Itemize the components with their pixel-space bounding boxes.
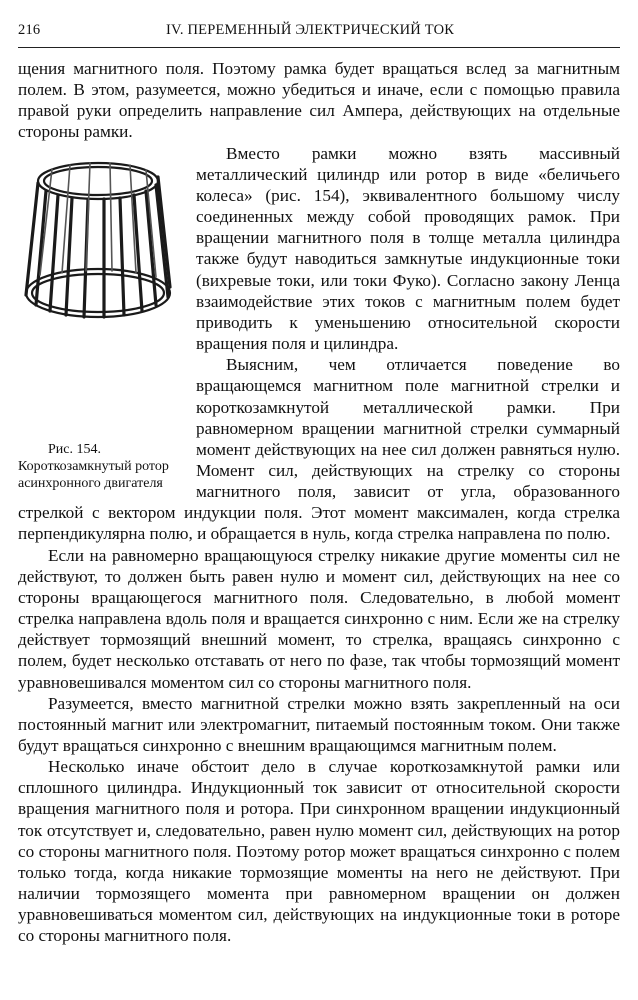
page-number: 216 [18,22,41,38]
paragraph-1: щения магнитного поля. Поэтому рамка будет вращаться вслед за магнитным полем. В этом, разумеется, можно убедиться и иначе, если с помощью правила правой руки определить направление сил Ампера, действующих на отдельные стороны рамки. [18,59,620,142]
page-header [18,20,622,44]
running-title: IV. ПЕРЕМЕННЫЙ ЭЛЕКТРИЧЕСКИЙ ТОК [166,22,455,38]
paragraph-6: Несколько иначе обстоит дело в случае короткозамкнутой рамки или сплошного цилиндра. Индукционный ток зависит от относительной скорости вращения магнитного поля и ротора. При синхронном вращении индукционный ток отсутствует и, следовательно, равен нулю момент сил, действующих на ротор со стороны магнитного поля. Поэтому ротор может вращаться синхронно с полем только тогда, когда никакие тормозящие моменты на него не действуют. При наличии тормозящего момента при равномерном вращении он должен уравновешиваться моментом сил, действующих на индукционные токи в роторе со стороны магнитного поля. [18,757,620,946]
paragraph-2-text: Вместо рамки можно взять массивный металлический цилиндр или ротор в виде «беличьего колеса» (рис. 154), эквивалентного большому числу соединенных между собой проводящих рамок. При вращении магнитного поля в толще металла цилиндра также будут наводиться замкнутые индукционные токи (вихревые токи, или токи Фуко). Согласно закону Ленца взаимодействие этих токов с магнитным полем будет приводить к уменьшению относительной скорости вращения поля и цилиндра. [196,143,620,354]
squirrel-cage-rotor-icon [18,145,186,325]
header-rule [18,47,620,48]
figure-154 [18,145,186,491]
paragraph-5: Разумеется, вместо магнитной стрелки можно взять закрепленный на оси постоянный магнит или электромагнит, питаемый постоянным током. Они также будут вращаться синхронно с внешним вращающимся магнитным полем. [18,693,620,755]
figure-caption: Рис. 154. Короткозамкнутый ротор асинхронного двигателя [18,441,169,491]
paragraph-3: Выясним, чем отличается поведение во вращающемся магнитном поле магнитной стрелки и короткозамкнутой металлической рамки. При равномерном вращении магнитной стрелки суммарный момент действующих на нее сил должен равняться нулю. Момент сил, действующих на стрелку со стороны магнитного поля, зависит от угла, образованного стрелкой с вектором индукции поля. Этот момент максимален, когда стрелка перпендикулярна полю, и обращается в нуль, когда стрелка направлена по полю. [18,355,620,544]
paragraph-4: Если на равномерно вращающуюся стрелку никакие другие моменты сил не действуют, то должен быть равен нулю и момент сил, действующих на нее со стороны вращающегося магнитного поля. Следовательно, в любой момент стрелка направлена вдоль поля и вращается синхронно с ним. Если же на стрелку действует тормозящий внешний момент, то стрелка, вращаясь синхронно с полем, будет несколько отставать от него по фазе, так чтобы тормозящий момент уравновешивался моментом сил со стороны магнитного поля. [18,545,620,692]
body-text [18,58,620,947]
